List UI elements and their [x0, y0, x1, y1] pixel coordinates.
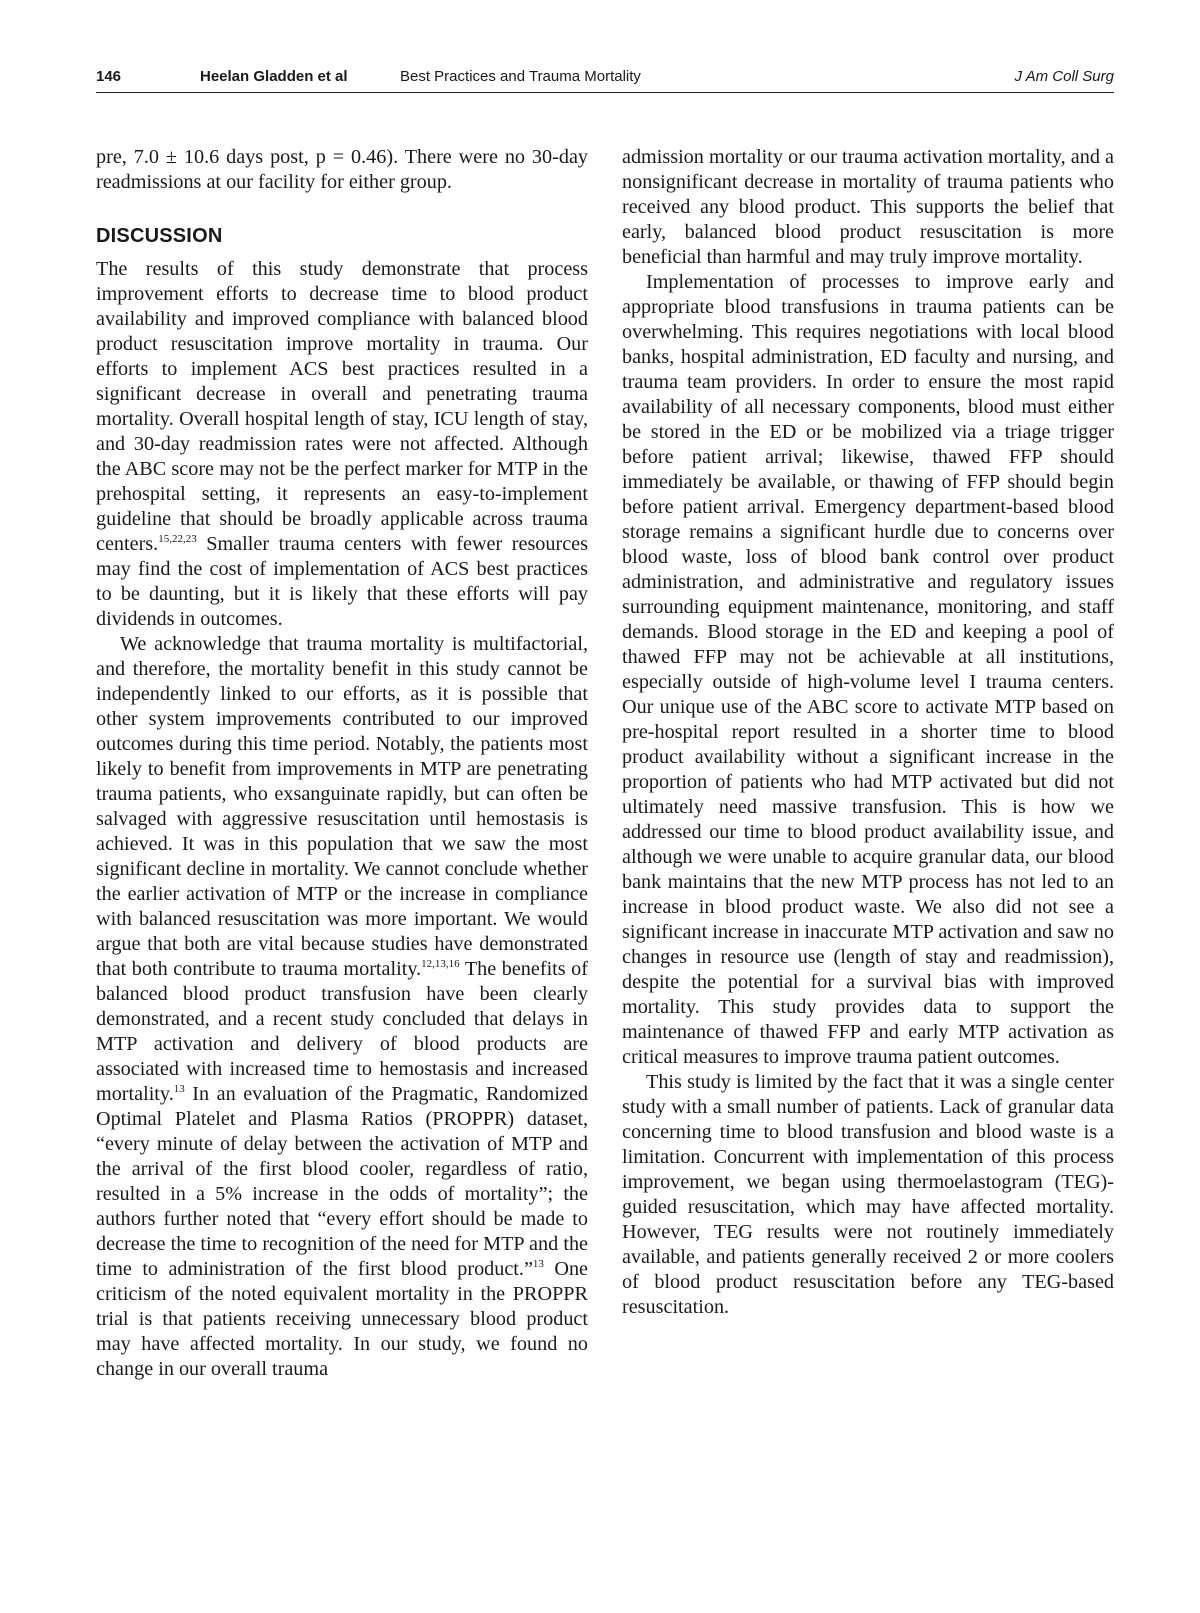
- paragraph-text: One criticism of the noted equivalent mortality in the PROPPR trial is that patients receiving unnecessary blood product may have affected mortality. In our study, we found no change in our overall trauma: [96, 1258, 588, 1380]
- left-column: [96, 145, 588, 1382]
- running-title: Best Practices and Trauma Mortality: [400, 68, 641, 85]
- running-header: [96, 66, 1114, 93]
- citation-ref: 12,13,16: [421, 958, 460, 970]
- discussion-paragraph-4: This study is limited by the fact that it was a single center study with a small number of patients. Lack of granular data concerning time to blood transfusion and blood waste is a limitation. Concurrent with implementation of this process improvement, we began using thermoelastogram (TEG)-guided resuscitation, which may have affected mortality. However, TEG results were not routinely immediately available, and patients generally received 2 or more coolers of blood product resuscitation before any TEG-based resuscitation.: [622, 1071, 1114, 1318]
- paragraph-text: In an evaluation of the Pragmatic, Randomized Optimal Platelet and Plasma Ratios (PROPPR) dataset, “every minute of delay between the activation of MTP and the arrival of the first blood cooler, regardless of ratio, resulted in a 5% increase in the odds of mortality”; the authors further noted that “every effort should be made to decrease the time to recognition of the need for MTP and the time to administration of the first blood product.”: [96, 1083, 588, 1280]
- section-heading: DISCUSSION: [96, 225, 223, 247]
- page-number: 146: [96, 68, 122, 85]
- citation-ref: 13: [173, 1083, 185, 1095]
- discussion-paragraph-3: Implementation of processes to improve early and appropriate blood transfusions in trauma patients can be overwhelming. This requires negotiations with local blood banks, hospital administration, ED faculty and nursing, and trauma team providers. In order to ensure the most rapid availability of all necessary components, blood must either be stored in the ED or be mobilized via a triage trigger before patient arrival; likewise, thawed FFP should immediately be available, or thawing of FFP should begin before patient arrival. Emergency department-based blood storage remains a significant hurdle due to concerns over blood waste, loss of blood bank control over product administration, and administrative and regulatory issues surrounding equipment maintenance, monitoring, and staff demands. Blood storage in the ED and keeping a pool of thawed FFP may not be achievable at all institutions, especially outside of high-volume level I trauma centers. Our unique use of the ABC score to activate MTP based on pre-hospital report resulted in a shorter time to blood product availability without a significant increase in the proportion of patients who had MTP activated but did not ultimately need massive transfusion. This is how we addressed our time to blood product availability issue, and although we were unable to acquire granular data, our blood bank maintains that the new MTP process has not led to an increase in blood product waste. We also did not see a significant increase in inaccurate MTP activation and saw no changes in resource use (length of stay and readmission), despite the potential for a survival bias with improved mortality. This study provides data to support the maintenance of thawed FFP and early MTP activation as critical measures to improve trauma patient outcomes.: [622, 271, 1114, 1068]
- continued-paragraph: pre, 7.0 ± 10.6 days post, p = 0.46). There were no 30-day readmissions at our facility for either group.: [96, 146, 588, 193]
- paragraph-text: We acknowledge that trauma mortality is multifactorial, and therefore, the mortality benefit in this study cannot be independently linked to our efforts, as it is possible that other system improvements contributed to our improved outcomes during this time period. Notably, the patients most likely to benefit from improvements in MTP are penetrating trauma patients, who exsanguinate rapidly, but can often be salvaged with aggressive resuscitation until hemostasis is achieved. It was in this population that we saw the most significant decline in mortality. We cannot conclude whether the earlier activation of MTP or the increase in compliance with balanced resuscitation was more important. We would argue that both are vital because studies have demonstrated that both contribute to trauma mortality.: [96, 633, 588, 980]
- continued-paragraph: admission mortality or our trauma activation mortality, and a nonsignificant decrease in mortality of trauma patients who received any blood product. This supports the belief that early, balanced blood product resuscitation is more beneficial than harmful and may truly improve mortality.: [622, 146, 1114, 268]
- citation-ref: 13: [532, 1258, 544, 1270]
- discussion-paragraph-1: [96, 257, 588, 632]
- paragraph-text: The results of this study demonstrate that process improvement efforts to decrease time to blood product availability and improved compliance with balanced blood product resuscitation improve mortality in trauma. Our efforts to implement ACS best practices resulted in a significant decrease in overall and penetrating trauma mortality. Overall hospital length of stay, ICU length of stay, and 30-day readmission rates were not affected. Although the ABC score may not be the perfect marker for MTP in the prehospital setting, it represents an easy-to-implement guideline that should be broadly applicable across trauma centers.: [96, 258, 588, 555]
- citation-ref: 15,22,23: [158, 533, 197, 545]
- running-authors: Heelan Gladden et al: [200, 68, 348, 85]
- paragraph-text: Smaller trauma centers with fewer resources may find the cost of implementation of ACS best practices to be daunting, but it is likely that these efforts will pay dividends in outcomes.: [96, 533, 588, 630]
- journal-name: J Am Coll Surg: [1014, 68, 1114, 85]
- right-column: [622, 145, 1114, 1320]
- discussion-paragraph-2: [96, 632, 588, 1382]
- paragraph-text: The benefits of balanced blood product transfusion have been clearly demonstrated, and a recent study concluded that delays in MTP activation and delivery of blood products are associated with increased time to hemostasis and increased mortality.: [96, 958, 588, 1105]
